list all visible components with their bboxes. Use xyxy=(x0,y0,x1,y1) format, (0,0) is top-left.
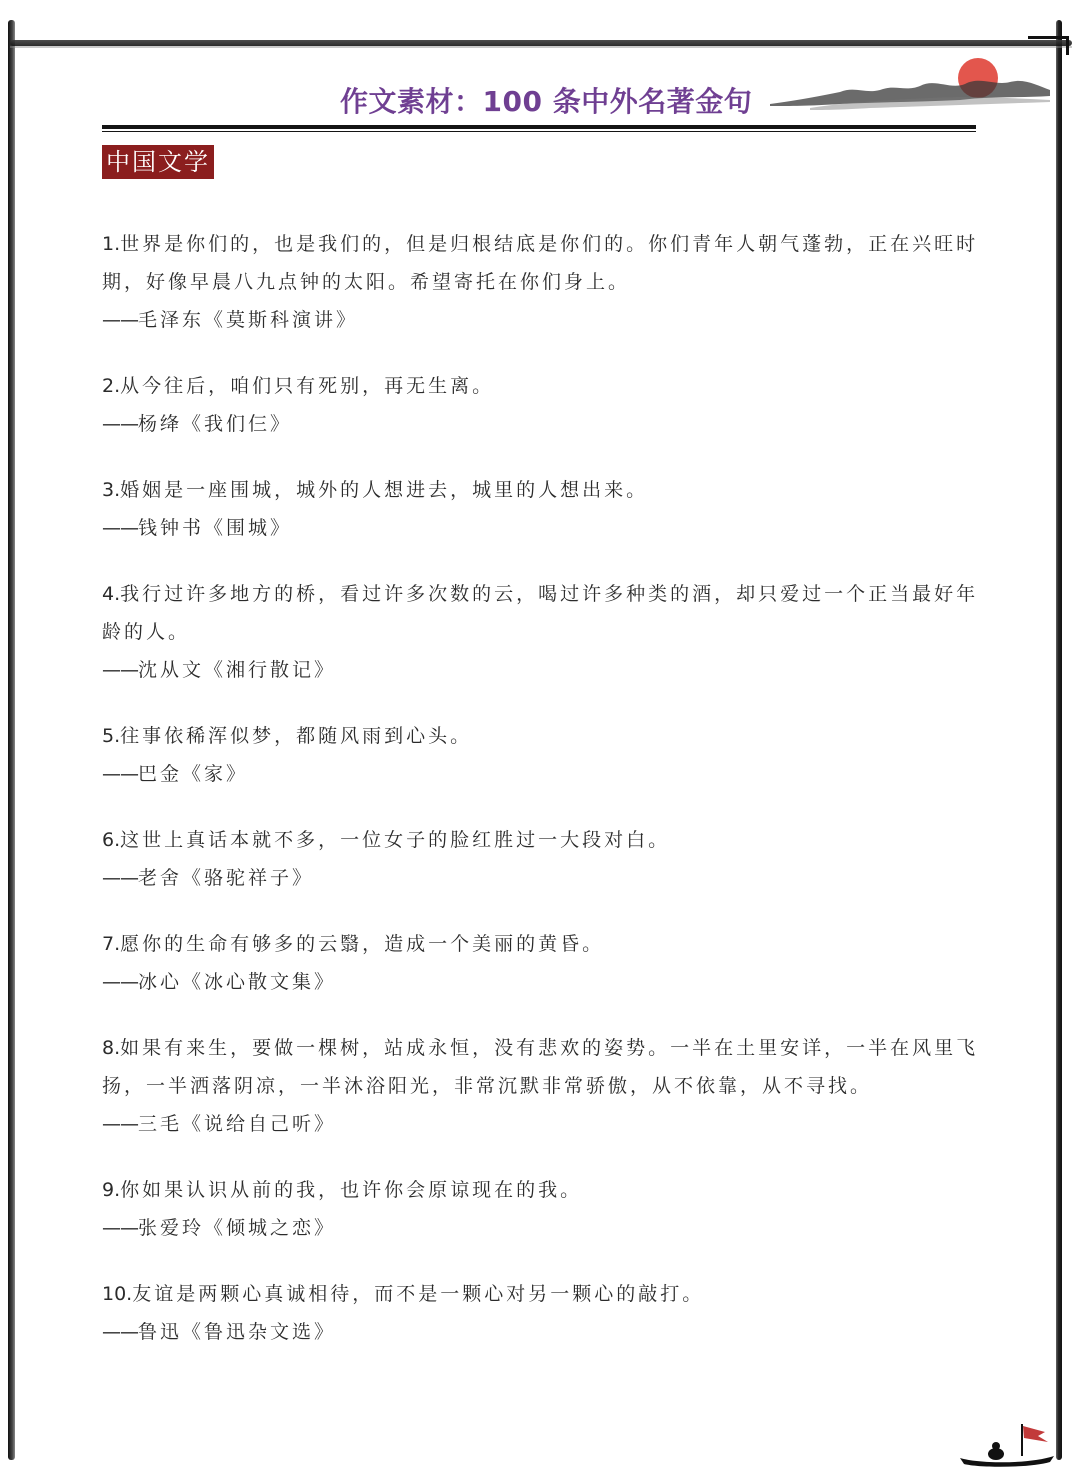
quote-source xyxy=(102,405,982,443)
quote-source xyxy=(102,963,982,1001)
quote-attribution: 老舍《骆驼祥子》 xyxy=(138,867,315,889)
quote-attribution: 杨绛《我们仨》 xyxy=(138,413,293,435)
quote-dash: —— xyxy=(102,971,138,993)
quote-source xyxy=(102,651,982,689)
page-title: 作文素材：100 条中外名著金句 xyxy=(340,85,753,118)
quote-item xyxy=(102,367,982,443)
quote-attribution: 鲁迅《鲁迅杂文选》 xyxy=(138,1321,337,1343)
quote-body: 友谊是两颗心真诚相待，而不是一颗心对另一颗心的敲打。 xyxy=(132,1283,705,1305)
quote-attribution: 沈从文《湘行散记》 xyxy=(138,659,337,681)
scroll-frame-top xyxy=(10,40,1072,46)
quote-text xyxy=(102,471,982,509)
scroll-frame-right xyxy=(1056,20,1062,1460)
quote-body: 愿你的生命有够多的云翳，造成一个美丽的黄昏。 xyxy=(120,933,605,955)
ink-mountain-sun-decoration xyxy=(770,56,1050,126)
frame-corner-decoration xyxy=(1028,36,1069,55)
quote-number: 10. xyxy=(102,1283,133,1305)
quote-dash: —— xyxy=(102,309,138,331)
quote-body: 你如果认识从前的我，也许你会原谅现在的我。 xyxy=(120,1179,583,1201)
ink-boat-decoration xyxy=(950,1418,1060,1470)
quote-body: 从今往后，咱们只有死别，再无生离。 xyxy=(120,375,495,397)
quote-text xyxy=(102,1171,982,1209)
quote-item xyxy=(102,821,982,897)
section-label: 中国文学 xyxy=(102,145,214,179)
quote-text xyxy=(102,575,982,651)
quote-item xyxy=(102,471,982,547)
scroll-frame-left xyxy=(8,20,15,1460)
quote-text xyxy=(102,225,982,301)
quote-body: 如果有来生，要做一棵树，站成永恒，没有悲欢的姿势。一半在土里安详，一半在风里飞扬，一半洒落阴凉，一半沐浴阳光，非常沉默非常骄傲，从不依靠，从不寻找。 xyxy=(102,1037,979,1097)
quote-text xyxy=(102,367,982,405)
quote-body: 我行过许多地方的桥，看过许多次数的云，喝过许多种类的酒，却只爱过一个正当最好年龄的人。 xyxy=(102,583,979,643)
quote-number: 8. xyxy=(102,1037,121,1059)
quote-number: 4. xyxy=(102,583,121,605)
quote-dash: —— xyxy=(102,1321,138,1343)
quote-source xyxy=(102,1209,982,1247)
quote-body: 世界是你们的，也是我们的，但是归根结底是你们的。你们青年人朝气蓬勃，正在兴旺时期，好像早晨八九点钟的太阳。希望寄托在你们身上。 xyxy=(102,233,979,293)
quote-source xyxy=(102,859,982,897)
quote-number: 5. xyxy=(102,725,121,747)
quote-text xyxy=(102,1275,982,1313)
quote-source xyxy=(102,1105,982,1143)
quote-item xyxy=(102,1029,982,1143)
quote-body: 往事依稀浑似梦，都随风雨到心头。 xyxy=(120,725,473,747)
quote-item xyxy=(102,717,982,793)
quote-source xyxy=(102,301,982,339)
quote-number: 7. xyxy=(102,933,121,955)
quote-attribution: 三毛《说给自己听》 xyxy=(138,1113,337,1135)
quote-item xyxy=(102,1275,982,1351)
quote-dash: —— xyxy=(102,1113,138,1135)
quote-body: 这世上真话本就不多，一位女子的脸红胜过一大段对白。 xyxy=(120,829,671,851)
quote-source xyxy=(102,1313,982,1351)
quote-source xyxy=(102,755,982,793)
quote-item xyxy=(102,925,982,1001)
title-divider-thin xyxy=(102,131,976,132)
quote-dash: —— xyxy=(102,1217,138,1239)
quote-dash: —— xyxy=(102,517,138,539)
quote-text xyxy=(102,1029,982,1105)
quote-item xyxy=(102,225,982,339)
quote-text xyxy=(102,717,982,755)
quote-dash: —— xyxy=(102,763,138,785)
quote-number: 3. xyxy=(102,479,121,501)
quote-source xyxy=(102,509,982,547)
quote-body: 婚姻是一座围城，城外的人想进去，城里的人想出来。 xyxy=(120,479,649,501)
quote-item xyxy=(102,1171,982,1247)
quote-number: 2. xyxy=(102,375,121,397)
quote-attribution: 张爱玲《倾城之恋》 xyxy=(138,1217,337,1239)
quote-number: 6. xyxy=(102,829,121,851)
quote-attribution: 钱钟书《围城》 xyxy=(138,517,293,539)
quote-number: 9. xyxy=(102,1179,121,1201)
quote-attribution: 毛泽东《莫斯科演讲》 xyxy=(138,309,359,331)
quote-attribution: 巴金《家》 xyxy=(138,763,249,785)
quote-dash: —— xyxy=(102,413,138,435)
quote-item xyxy=(102,575,982,689)
quote-dash: —— xyxy=(102,867,138,889)
quote-attribution: 冰心《冰心散文集》 xyxy=(138,971,337,993)
quote-list xyxy=(102,225,982,1379)
quote-number: 1. xyxy=(102,233,121,255)
quote-dash: —— xyxy=(102,659,138,681)
quote-text xyxy=(102,821,982,859)
title-divider-thick xyxy=(102,125,976,129)
quote-text xyxy=(102,925,982,963)
